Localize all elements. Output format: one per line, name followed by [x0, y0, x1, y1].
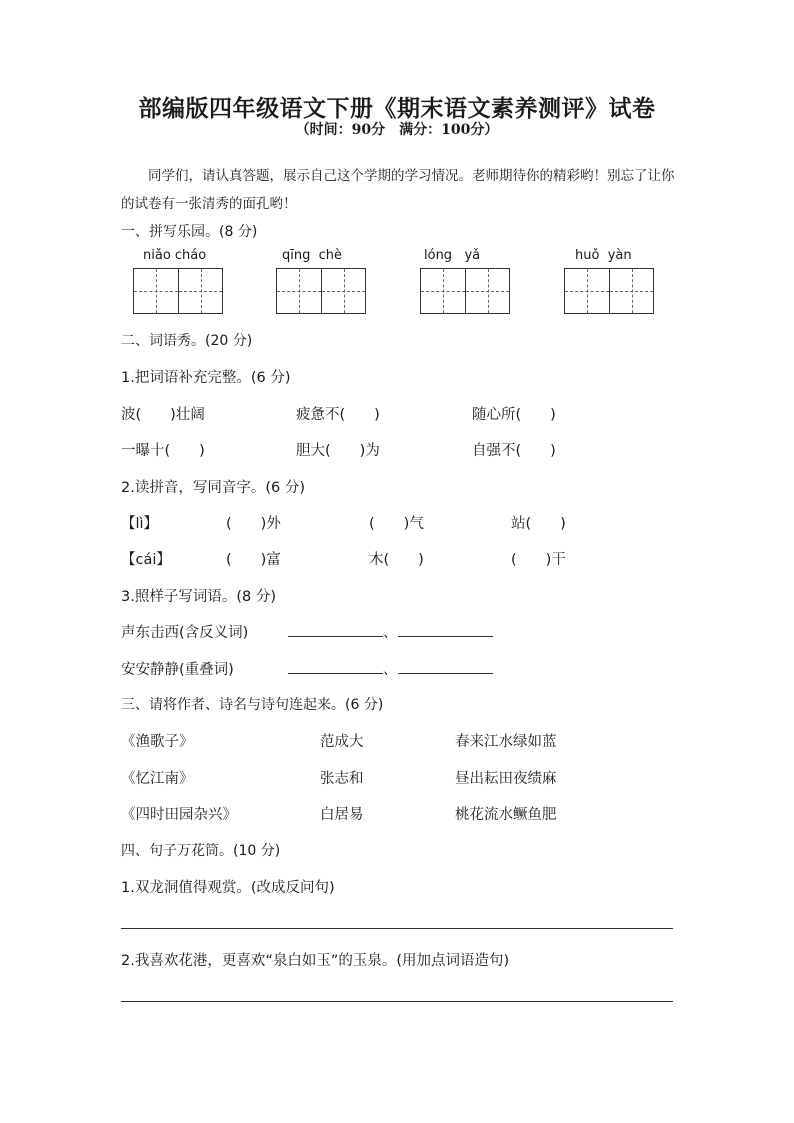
- blank-line[interactable]: [288, 659, 383, 674]
- answer-blanks[interactable]: [288, 658, 493, 679]
- fill-word-item: 胆大( )为: [296, 443, 380, 459]
- poem-line: 春来江水绿如蓝: [455, 734, 557, 750]
- pinyin-label: qīng chè: [282, 248, 343, 263]
- grid-cell[interactable]: [421, 269, 465, 313]
- homophone-item: 木( ): [369, 552, 424, 568]
- separator: 、: [383, 662, 398, 678]
- pinyin-label: lóng yǎ: [424, 248, 481, 263]
- answer-line[interactable]: [121, 928, 673, 929]
- example-word: 安安静静(重叠词): [121, 662, 234, 678]
- section2-heading: 二、词语秀。(20 分): [121, 333, 253, 349]
- homophone-item: ( )气: [369, 516, 424, 532]
- writing-grid[interactable]: [133, 268, 223, 314]
- exam-info: （时间：90分 满分：100分）: [295, 122, 499, 138]
- question-label: 1.双龙洞值得观赏。(改成反问句): [121, 880, 335, 896]
- poet-name: 白居易: [320, 807, 364, 823]
- question-label: 3.照样子写词语。(8 分): [121, 589, 276, 605]
- fill-word-item: 一曝十( ): [121, 443, 205, 459]
- writing-grid[interactable]: [564, 268, 654, 314]
- fill-word-item: 波( )壮阔: [121, 407, 205, 423]
- answer-blanks[interactable]: [288, 621, 493, 642]
- grid-cell[interactable]: [277, 269, 321, 313]
- grid-cell[interactable]: [321, 269, 365, 313]
- grid-cell[interactable]: [178, 269, 222, 313]
- pinyin-label: huǒ yàn: [575, 248, 632, 263]
- homophone-item: ( )富: [226, 552, 281, 568]
- blank-line[interactable]: [288, 622, 383, 637]
- section3-heading: 三、请将作者、诗名与诗句连起来。(6 分): [121, 697, 384, 713]
- section1-heading: 一、拼写乐园。(8 分): [121, 224, 258, 240]
- poet-name: 张志和: [320, 771, 364, 787]
- question-label: 1.把词语补充完整。(6 分): [121, 370, 291, 386]
- poem-title: 《渔歌子》: [121, 734, 194, 750]
- poet-name: 范成大: [320, 734, 364, 750]
- homophone-item: ( )外: [226, 516, 281, 532]
- fill-word-item: 疲惫不( ): [296, 407, 380, 423]
- intro-paragraph: 同学们，请认真答题，展示自己这个学期的学习情况。老师期待你的精彩哟！别忘了让你的试卷有一张清秀的面孔哟！: [121, 168, 675, 212]
- page-title: 部编版四年级语文下册《期末语文素养测评》试卷: [138, 95, 656, 122]
- example-word: 声东击西(含反义词): [121, 625, 249, 641]
- blank-line[interactable]: [398, 659, 493, 674]
- grid-cell[interactable]: [609, 269, 653, 313]
- pinyin-key: 【lì】: [121, 516, 159, 532]
- section4-heading: 四、句子万花筒。(10 分): [121, 843, 281, 859]
- poem-title: 《四时田园杂兴》: [121, 807, 237, 823]
- question-label: 2.读拼音，写同音字。(6 分): [121, 480, 305, 496]
- grid-cell[interactable]: [465, 269, 509, 313]
- homophone-item: ( )干: [511, 552, 566, 568]
- question-label: 2.我喜欢花港，更喜欢“泉白如玉”的玉泉。(用加点词语造句): [121, 953, 510, 969]
- poem-line: 昼出耘田夜绩麻: [455, 771, 557, 787]
- writing-grid[interactable]: [276, 268, 366, 314]
- grid-cell[interactable]: [134, 269, 178, 313]
- poem-line: 桃花流水鳜鱼肥: [455, 807, 557, 823]
- blank-line[interactable]: [398, 622, 493, 637]
- separator: 、: [383, 625, 398, 641]
- fill-word-item: 自强不( ): [472, 443, 556, 459]
- fill-word-item: 随心所( ): [472, 407, 556, 423]
- poem-title: 《忆江南》: [121, 771, 194, 787]
- pinyin-label: niǎo cháo: [143, 248, 207, 263]
- grid-cell[interactable]: [565, 269, 609, 313]
- writing-grid[interactable]: [420, 268, 510, 314]
- answer-line[interactable]: [121, 1001, 673, 1002]
- homophone-item: 站( ): [511, 516, 566, 532]
- pinyin-key: 【cái】: [121, 552, 171, 568]
